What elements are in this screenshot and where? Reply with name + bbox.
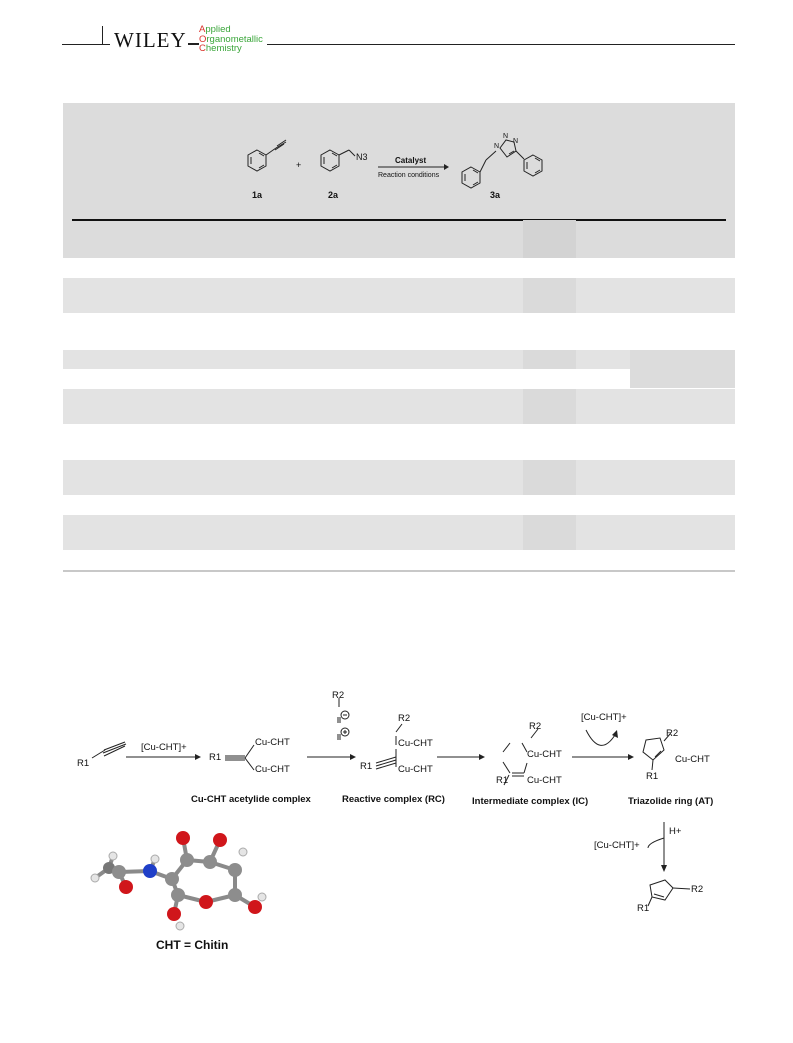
journal-line-3: Chemistry [199, 43, 242, 54]
atom-o [248, 900, 262, 914]
label-triazolide: Triazolide ring (AT) [628, 796, 714, 807]
triazole-n3: N [513, 138, 519, 145]
atom-o [176, 831, 190, 845]
azide-label: N3 [356, 152, 368, 162]
atom-c [112, 865, 126, 879]
chitin-label: CHT = Chitin [156, 938, 229, 952]
plus-sign: + [296, 160, 302, 170]
compound-3a-label: 3a [490, 190, 501, 200]
atom-h [176, 922, 184, 930]
cu-cht-ic-top: Cu-CHT [527, 749, 562, 760]
r1-final: R1 [637, 903, 650, 914]
atom-c [171, 888, 185, 902]
atom-h [151, 855, 159, 863]
atom-h [91, 874, 99, 882]
cu-cht-ic-bottom: Cu-CHT [527, 775, 562, 786]
label-reactive: Reactive complex (RC) [342, 794, 445, 805]
compound-1a-label: 1a [252, 190, 263, 200]
catalyst-step1: [Cu-CHT]+ [141, 742, 187, 753]
cu-cht-at: Cu-CHT [675, 754, 710, 765]
label-intermediate: Intermediate complex (IC) [472, 796, 589, 807]
arrow-head-2 [350, 754, 356, 760]
label-acetylide: Cu-CHT acetylide complex [191, 794, 311, 805]
r2-triazolide: R2 [666, 728, 679, 739]
journal-line-1: Applied [199, 24, 231, 35]
r2-reactive: R2 [398, 713, 411, 724]
catalyst-label: Catalyst [395, 156, 427, 165]
conditions-label: Reaction conditions [378, 172, 440, 179]
r2-final: R2 [691, 884, 704, 895]
atom-c [228, 863, 242, 877]
r1-acetylide: R1 [209, 752, 222, 763]
triazole-n1: N [494, 143, 500, 150]
atom-o [119, 880, 133, 894]
atom-h [239, 848, 247, 856]
arrow-head-curved [612, 730, 618, 738]
atom-o [213, 833, 227, 847]
arrow-head-4 [628, 754, 634, 760]
r1-intermediate: R1 [496, 775, 509, 786]
atom-c [180, 853, 194, 867]
atom-c [228, 888, 242, 902]
arrow-head-down [661, 865, 667, 872]
journal-line-2: Organometallic [199, 33, 263, 45]
compound-2a-label: 2a [328, 190, 339, 200]
triazole-n2: N [503, 133, 509, 140]
atom-c [165, 872, 179, 886]
publisher-logo: WILEY [110, 29, 191, 51]
catalyst-regenerated: [Cu-CHT]+ [581, 712, 627, 723]
atom-h [258, 893, 266, 901]
atom-o [167, 907, 181, 921]
r1-start: R1 [77, 758, 90, 769]
cu-cht-rc-bottom: Cu-CHT [398, 764, 433, 775]
proton-label: H+ [669, 826, 682, 837]
atom-n [143, 864, 157, 878]
arrow-head-3 [479, 754, 485, 760]
r1-triazolide: R1 [646, 771, 659, 782]
cu-cht-bottom: Cu-CHT [255, 764, 290, 775]
atom-c [203, 855, 217, 869]
atom-o [199, 895, 213, 909]
catalyst-final: [Cu-CHT]+ [594, 840, 640, 851]
r2-azide: R2 [332, 690, 345, 701]
cu-cht-rc-top: Cu-CHT [398, 738, 433, 749]
r1-reactive: R1 [360, 761, 373, 772]
r2-intermediate: R2 [529, 721, 542, 732]
cu-cht-top: Cu-CHT [255, 737, 290, 748]
chitin-atoms [91, 831, 266, 930]
atom-h [109, 852, 117, 860]
arrow-head-1 [195, 754, 201, 760]
